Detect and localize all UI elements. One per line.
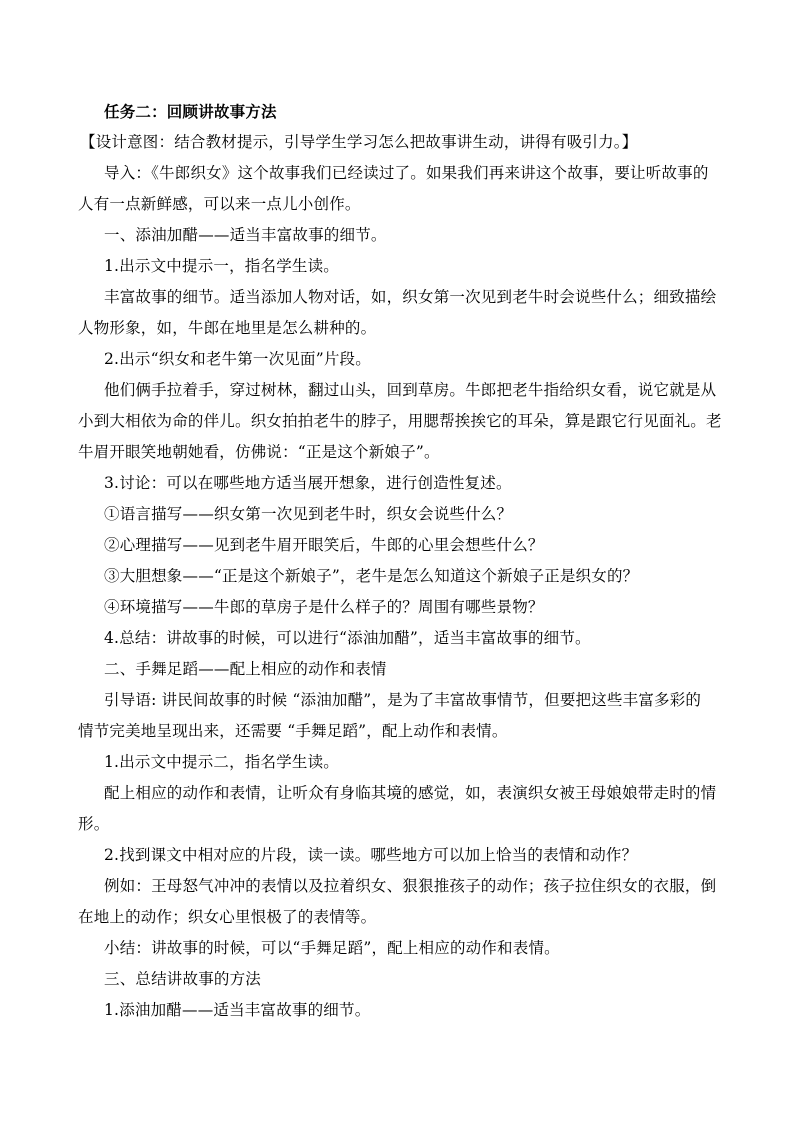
section-2-item-1: 1.出示文中提示二，指名学生读。: [104, 753, 339, 771]
section-1-para-1-line-2: 人物形象，如，牛郎在地里是怎么耕种的。: [78, 319, 377, 337]
section-1-title: 一、添油加醋——适当丰富故事的细节。: [104, 226, 387, 244]
intro-line-1: 导入：《牛郎织女》这个故事我们已经读过了。如果我们再来讲这个故事，要让听故事的: [104, 164, 709, 182]
section-1-para-2-line-1: 他们俩手拉着手，穿过树林，翻过山头，回到草房。牛郎把老牛指给织女看，说它就是从: [104, 381, 717, 399]
section-1-question-3: ③大胆想象——“正是这个新娘子”，老牛是怎么知道这个新娘子正是织女的？: [104, 567, 639, 585]
section-1-item-2: 2.出示“织女和老牛第一次见面”片段。: [104, 350, 371, 368]
design-intent: 【设计意图：结合教材提示，引导学生学习怎么把故事讲生动，讲得有吸引力。】: [80, 133, 638, 151]
section-1-item-3: 3.讨论：可以在哪些地方适当展开想象，进行创造性复述。: [104, 474, 512, 492]
section-2-lead-line-1: 引导语: 讲民间故事的时候 “添油加醋”，是为了丰富故事情节，但要把这些丰富多彩的: [104, 691, 702, 709]
section-1-question-4: ④环境描写——牛郎的草房子是什么样子的？周围有哪些景物？: [104, 598, 544, 616]
section-1-item-4: 4.总结：讲故事的时候，可以进行“添油加醋”，适当丰富故事的细节。: [104, 629, 591, 647]
section-2-para-1-line-2: 形。: [78, 815, 110, 833]
section-1-para-2-line-3: 牛眉开眼笑地朝她看，仿佛说：“正是这个新娘子”。: [78, 443, 440, 461]
section-2-para-1-line-1: 配上相应的动作和表情，让听众有身临其境的感觉，如，表演织女被王母娘娘带走时的情: [104, 784, 717, 802]
section-1-para-1-line-1: 丰富故事的细节。适当添加人物对话，如，织女第一次见到老牛时会说些什么；细致描绘: [104, 288, 717, 306]
section-1-para-2-line-2: 小到大相依为命的伴儿。织女拍拍老牛的脖子，用腮帮挨挨它的耳朵，算是跟它行见面礼。老: [78, 412, 722, 430]
section-2-item-2: 2.找到课文中相对应的片段，读一读。哪些地方可以加上恰当的表情和动作？: [104, 846, 638, 864]
intro-line-2: 人有一点新鲜感，可以来一点儿小创作。: [78, 195, 361, 213]
section-2-summary: 小结：讲故事的时候，可以“手舞足蹈”，配上相应的动作和表情。: [104, 939, 560, 957]
section-3-item-1: 1.添油加醋——适当丰富故事的细节。: [104, 1001, 371, 1019]
section-2-title: 二、手舞足蹈——配上相应的动作和表情: [104, 660, 387, 678]
section-2-lead-line-2: 情节完美地呈现出来，还需要 “手舞足蹈”，配上动作和表情。: [78, 722, 508, 740]
document-body: [78, 96, 724, 1026]
task-heading: 任务二：回顾讲故事方法: [104, 102, 277, 121]
section-2-example-line-1: 例如：王母怒气冲冲的表情以及拉着织女、狠狠推孩子的动作；孩子拉住织女的衣服，倒: [104, 877, 717, 895]
section-3-title: 三、总结讲故事的方法: [104, 970, 262, 988]
section-1-question-1: ①语言描写——织女第一次见到老牛时，织女会说些什么？: [104, 505, 513, 523]
section-1-question-2: ②心理描写——见到老牛眉开眼笑后，牛郎的心里会想些什么？: [104, 536, 544, 554]
section-1-item-1: 1.出示文中提示一，指名学生读。: [104, 257, 339, 275]
section-2-example-line-2: 在地上的动作；织女心里恨极了的表情等。: [78, 908, 377, 926]
